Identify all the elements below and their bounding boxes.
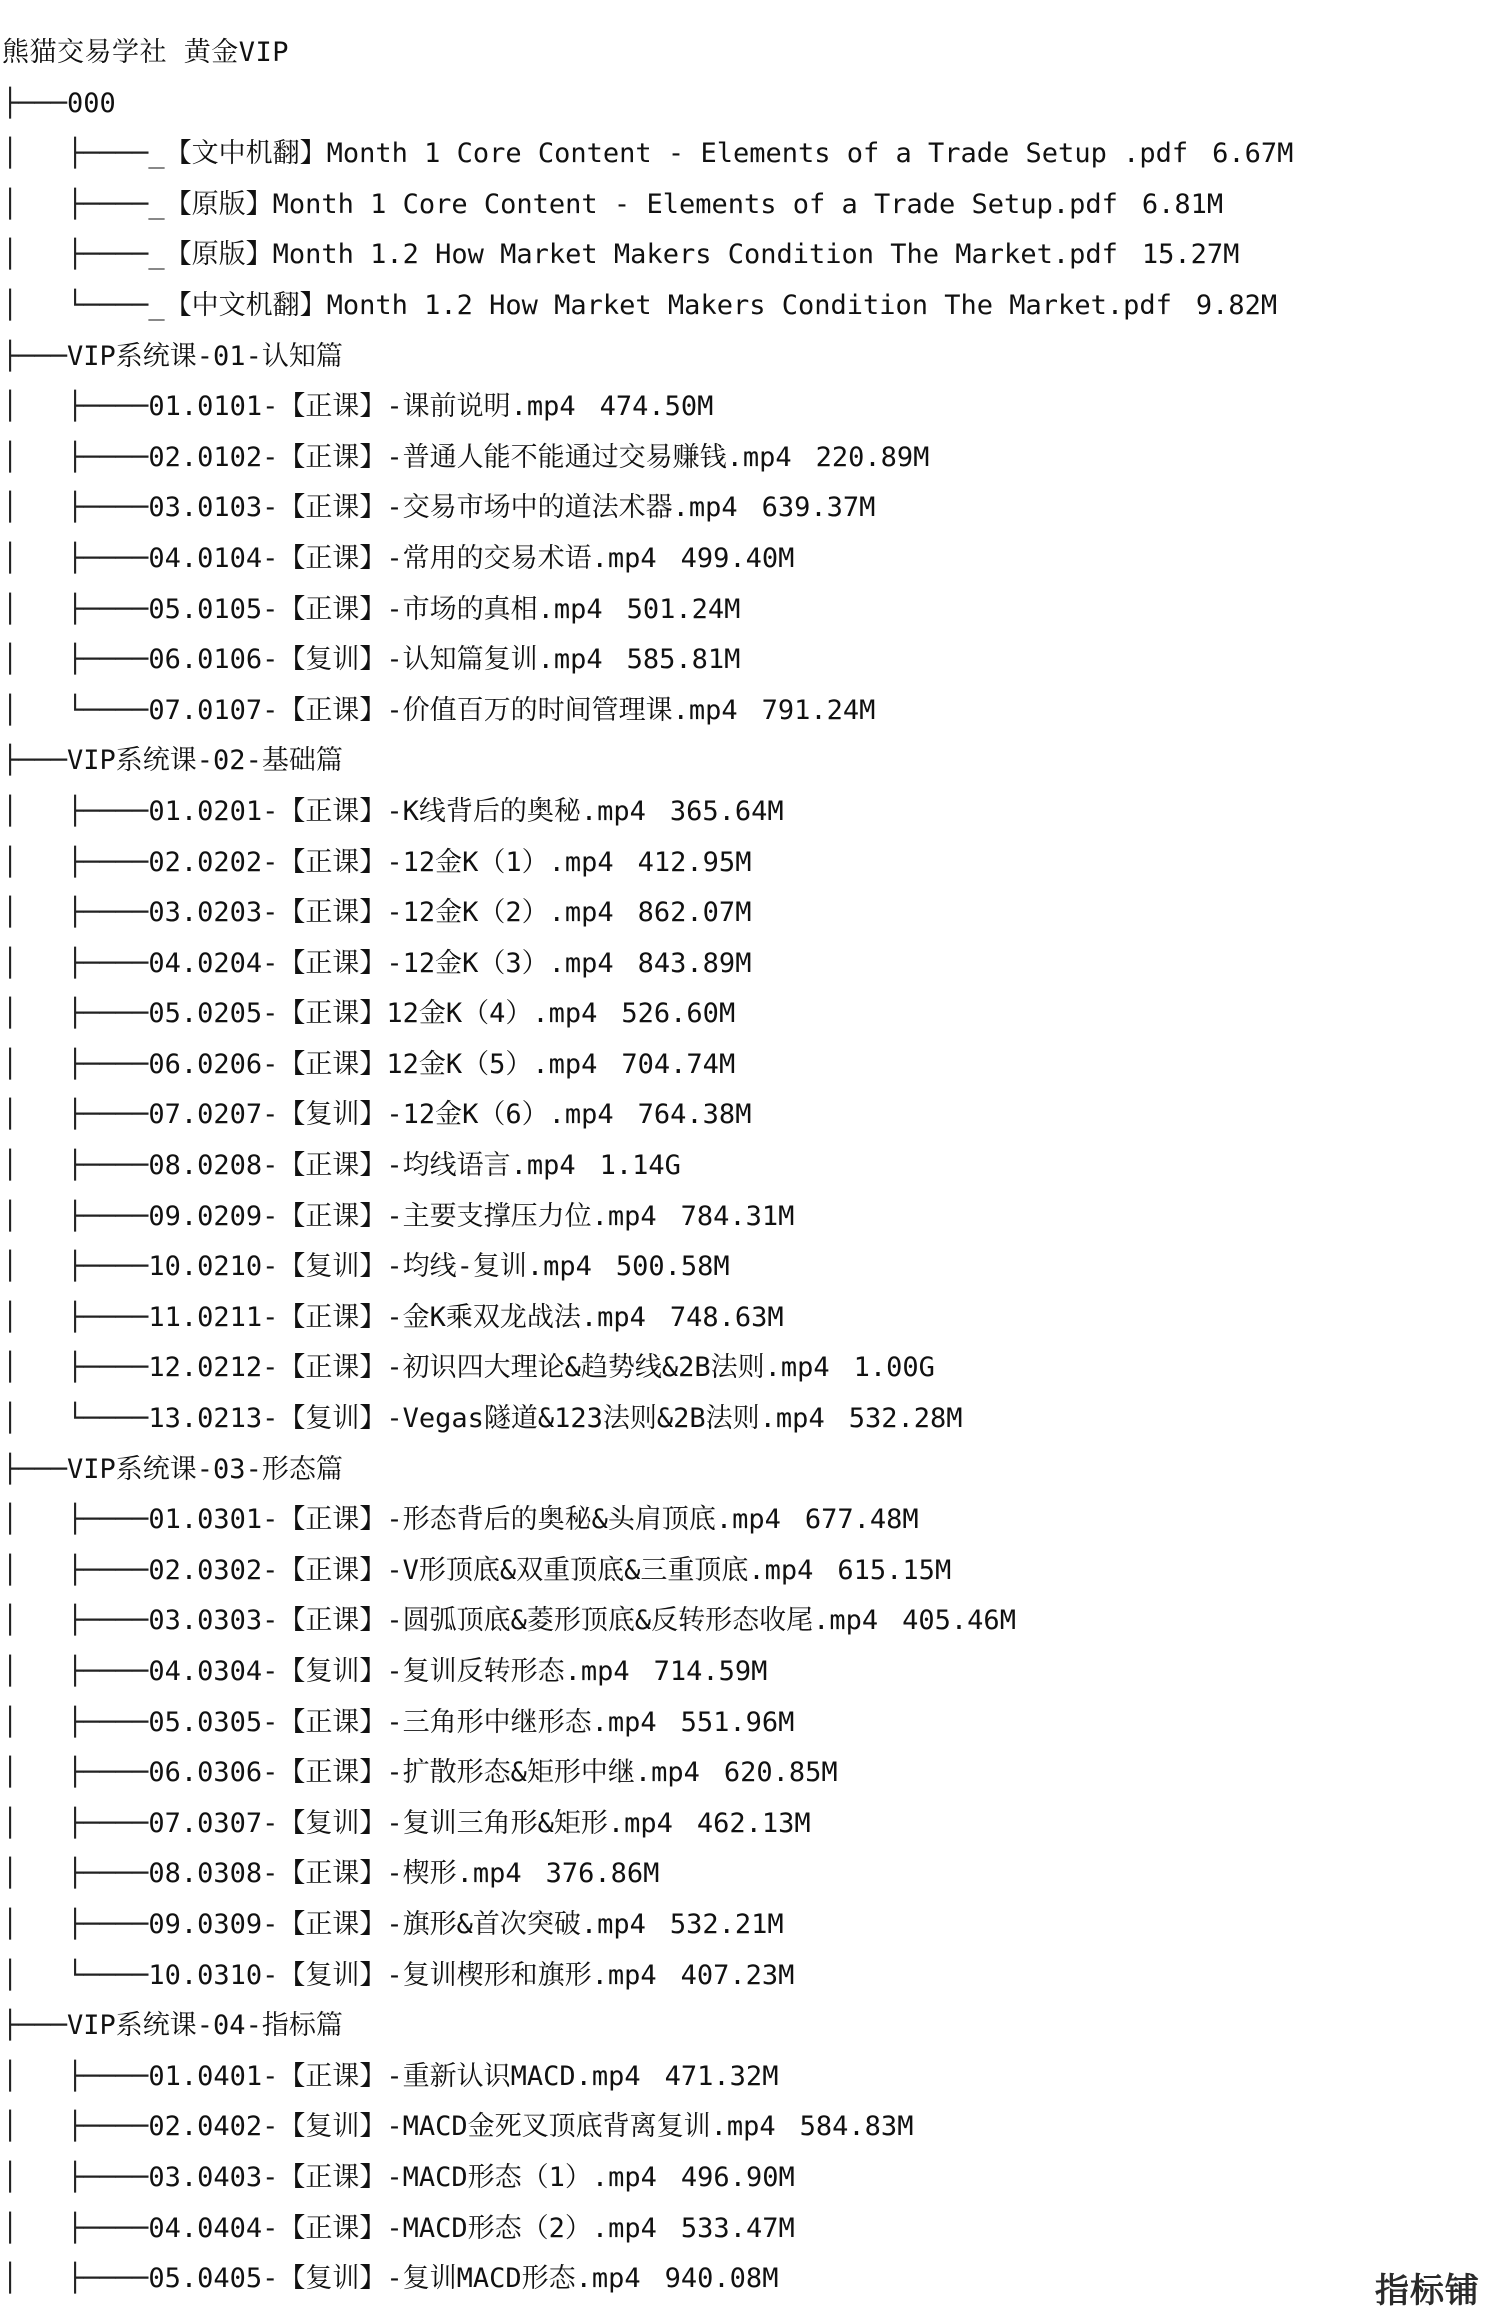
tree-branch: │ ├──── [2, 795, 149, 827]
tree-branch: │ ├──── [2, 1605, 149, 1637]
file-size: 620.85M [723, 1757, 838, 1789]
file-size: 500.58M [615, 1251, 730, 1283]
file-size: 784.31M [680, 1200, 795, 1232]
file-row [2, 1849, 1500, 1900]
file-size: 551.96M [680, 1706, 795, 1738]
file-row [2, 838, 1500, 889]
file-name: _【中文机翻】Month 1.2 How Market Makers Condition The Market.pdf [148, 289, 1172, 321]
tree-branch: │ ├──── [2, 239, 149, 271]
file-size: 471.32M [664, 2060, 779, 2092]
folder-row [2, 79, 1500, 130]
file-size: 615.15M [837, 1554, 952, 1586]
file-size: 526.60M [621, 998, 736, 1030]
file-row [2, 1090, 1500, 1141]
file-size: 862.07M [637, 897, 752, 929]
file-size: 6.81M [1141, 188, 1224, 220]
file-row [2, 1698, 1500, 1749]
file-name: 02.0202-【正课】-12金K（1）.mp4 [148, 846, 614, 878]
file-row [2, 433, 1500, 484]
file-row [2, 635, 1500, 686]
file-name: 07.0107-【正课】-价值百万的时间管理课.mp4 [148, 694, 738, 726]
file-name: 10.0210-【复训】-均线-复训.mp4 [148, 1251, 592, 1283]
file-size: 474.50M [599, 391, 714, 423]
folder-name: 000 [67, 87, 116, 119]
file-row [2, 888, 1500, 939]
file-size: 501.24M [626, 593, 741, 625]
tree-branch: │ ├──── [2, 2161, 149, 2193]
file-name: _【原版】Month 1 Core Content - Elements of a Trade Setup.pdf [148, 188, 1118, 220]
tree-branch: │ ├──── [2, 391, 149, 423]
file-size: 940.08M [664, 2263, 779, 2295]
file-row [2, 585, 1500, 636]
file-name: 13.0213-【复训】-Vegas隧道&123法则&2B法则.mp4 [148, 1403, 825, 1435]
tree-branch: │ ├──── [2, 1504, 149, 1536]
folder-row [2, 736, 1500, 787]
file-row [2, 1748, 1500, 1799]
tree-branch: ├─── [2, 2010, 68, 2042]
tree-branch: │ ├──── [2, 897, 149, 929]
tree-branch: │ ├──── [2, 1200, 149, 1232]
file-row [2, 1141, 1500, 1192]
tree-branch: │ ├──── [2, 1099, 149, 1131]
file-size: 532.21M [669, 1908, 784, 1940]
file-name: 06.0106-【复训】-认知篇复训.mp4 [148, 644, 603, 676]
file-row [2, 180, 1500, 231]
tree-root [2, 28, 1500, 79]
file-size: 6.67M [1212, 138, 1294, 170]
file-row [2, 1394, 1500, 1445]
tree-branch: │ ├──── [2, 1656, 149, 1687]
tree-branch: │ ├──── [2, 1807, 149, 1839]
tree-branch: │ ├──── [2, 542, 149, 574]
tree-branch: │ ├──── [2, 1757, 149, 1789]
tree-branch: │ ├──── [2, 644, 149, 676]
file-size: 791.24M [761, 694, 876, 726]
file-name: 07.0307-【复训】-复训三角形&矩形.mp4 [148, 1807, 673, 1839]
file-size: 533.47M [680, 2212, 795, 2244]
file-size: 532.28M [848, 1403, 963, 1435]
tree-branch: │ ├──── [2, 998, 149, 1030]
file-name: 10.0310-【复训】-复训楔形和旗形.mp4 [148, 1959, 657, 1991]
file-name: 04.0404-【正课】-MACD形态（2）.mp4 [148, 2212, 657, 2244]
file-row [2, 1040, 1500, 1091]
watermark-logo: 指标铺 [1375, 2271, 1480, 2311]
tree-branch: │ ├──── [2, 1301, 149, 1333]
file-row [2, 534, 1500, 585]
file-row [2, 1242, 1500, 1293]
tree-branch: ├─── [2, 745, 68, 777]
file-row [2, 1293, 1500, 1344]
tree-branch: │ ├──── [2, 441, 149, 473]
file-name: 03.0303-【正课】-圆弧顶底&菱形顶底&反转形态收尾.mp4 [148, 1605, 879, 1637]
file-size: 407.23M [680, 1959, 795, 1991]
file-name: 08.0308-【正课】-楔形.mp4 [148, 1858, 522, 1890]
file-row [2, 2052, 1500, 2103]
file-name: 09.0309-【正课】-旗形&首次突破.mp4 [148, 1908, 646, 1940]
tree-branch: │ ├──── [2, 593, 149, 625]
file-name: 05.0305-【正课】-三角形中继形态.mp4 [148, 1706, 657, 1738]
file-row [2, 1647, 1500, 1698]
tree-branch: │ ├──── [2, 1908, 149, 1940]
file-size: 585.81M [626, 644, 741, 676]
file-name: 05.0105-【正课】-市场的真相.mp4 [148, 593, 603, 625]
file-row [2, 787, 1500, 838]
file-row [2, 2153, 1500, 2204]
tree-branch: │ ├──── [2, 1048, 149, 1080]
file-name: _【文中机翻】Month 1 Core Content - Elements of a Trade Setup .pdf [148, 138, 1189, 170]
file-row [2, 281, 1500, 332]
file-size: 748.63M [669, 1301, 784, 1333]
file-size: 764.38M [637, 1099, 752, 1131]
file-row [2, 989, 1500, 1040]
file-size: 714.59M [653, 1656, 768, 1687]
tree-branch: │ └──── [2, 694, 149, 726]
file-size: 704.74M [621, 1048, 736, 1080]
file-name: 01.0301-【正课】-形态背后的奥秘&头肩顶底.mp4 [148, 1504, 781, 1536]
file-size: 584.83M [799, 2111, 914, 2143]
file-size: 9.82M [1195, 289, 1278, 321]
tree-branch: │ ├──── [2, 2111, 149, 2143]
file-row [2, 483, 1500, 534]
file-name: 08.0208-【正课】-均线语言.mp4 [148, 1150, 576, 1182]
file-row [2, 382, 1500, 433]
file-name: 12.0212-【正课】-初识四大理论&趋势线&2B法则.mp4 [148, 1352, 830, 1384]
tree-branch: │ ├──── [2, 1251, 149, 1283]
file-name: 06.0206-【正课】12金K（5）.mp4 [148, 1048, 598, 1080]
tree-branch: │ ├──── [2, 1706, 149, 1738]
file-name: 02.0302-【正课】-V形顶底&双重顶底&三重顶底.mp4 [148, 1554, 814, 1586]
file-name: 02.0102-【正课】-普通人能不能通过交易赚钱.mp4 [148, 441, 792, 473]
folder-name: VIP系统课-03-形态篇 [67, 1453, 343, 1485]
file-name: 06.0306-【正课】-扩散形态&矩形中继.mp4 [148, 1757, 700, 1789]
tree-branch: │ ├──── [2, 846, 149, 878]
file-row [2, 1192, 1500, 1243]
tree-branch: │ └──── [2, 1959, 149, 1991]
file-row [2, 129, 1500, 180]
file-size: 462.13M [696, 1807, 811, 1839]
file-size: 405.46M [902, 1605, 1016, 1637]
file-size: 365.64M [669, 795, 784, 827]
folder-row [2, 332, 1500, 383]
file-row [2, 2102, 1500, 2153]
tree-branch: ├─── [2, 87, 68, 119]
file-size: 1.14G [599, 1150, 681, 1182]
file-row [2, 686, 1500, 737]
tree-branch: │ ├──── [2, 138, 149, 170]
folder-name: VIP系统课-02-基础篇 [67, 745, 343, 777]
folder-row [2, 2001, 1500, 2052]
file-name: 01.0101-【正课】-课前说明.mp4 [148, 391, 576, 423]
file-row [2, 2254, 1500, 2305]
file-name: 03.0203-【正课】-12金K（2）.mp4 [148, 897, 614, 929]
file-name: 04.0304-【复训】-复训反转形态.mp4 [148, 1656, 630, 1687]
file-row [2, 1495, 1500, 1546]
file-size: 677.48M [804, 1504, 919, 1536]
file-row [2, 1799, 1500, 1850]
tree-branch: │ └──── [2, 1403, 149, 1435]
tree-branch: │ ├──── [2, 1352, 149, 1384]
file-size: 1.00G [853, 1352, 935, 1384]
tree-branch: │ ├──── [2, 2263, 149, 2295]
file-row [2, 1951, 1500, 2002]
tree-branch: │ ├──── [2, 188, 149, 220]
file-size: 843.89M [637, 947, 752, 979]
file-row [2, 1343, 1500, 1394]
file-name: _【原版】Month 1.2 How Market Makers Condition The Market.pdf [148, 239, 1118, 271]
file-name: 05.0405-【复训】-复训MACD形态.mp4 [148, 2263, 641, 2295]
file-size: 15.27M [1141, 239, 1240, 271]
file-tree [2, 28, 1500, 2305]
tree-branch: │ └──── [2, 289, 149, 321]
file-name: 01.0201-【正课】-K线背后的奥秘.mp4 [148, 795, 646, 827]
tree-branch: │ ├──── [2, 492, 149, 524]
tree-branch: │ ├──── [2, 2060, 149, 2092]
file-row [2, 1596, 1500, 1647]
folder-name: 熊猫交易学社 黄金VIP [2, 37, 290, 68]
file-name: 11.0211-【正课】-金K乘双龙战法.mp4 [148, 1301, 646, 1333]
file-size: 376.86M [545, 1858, 660, 1890]
file-name: 03.0403-【正课】-MACD形态（1）.mp4 [148, 2161, 657, 2193]
file-row [2, 2204, 1500, 2255]
file-name: 01.0401-【正课】-重新认识MACD.mp4 [148, 2060, 641, 2092]
file-row [2, 230, 1500, 281]
file-size: 499.40M [680, 542, 795, 574]
file-name: 03.0103-【正课】-交易市场中的道法术器.mp4 [148, 492, 738, 524]
folder-name: VIP系统课-04-指标篇 [67, 2010, 343, 2042]
tree-branch: ├─── [2, 340, 68, 372]
tree-branch: │ ├──── [2, 2212, 149, 2244]
tree-branch: │ ├──── [2, 1554, 149, 1586]
file-size: 412.95M [637, 846, 752, 878]
tree-branch: │ ├──── [2, 947, 149, 979]
file-name: 07.0207-【复训】-12金K（6）.mp4 [148, 1099, 614, 1131]
tree-branch: │ ├──── [2, 1150, 149, 1182]
folder-name: VIP系统课-01-认知篇 [67, 340, 343, 372]
file-size: 496.90M [680, 2161, 795, 2193]
file-size: 639.37M [761, 492, 876, 524]
file-row [2, 1900, 1500, 1951]
file-name: 09.0209-【正课】-主要支撑压力位.mp4 [148, 1200, 657, 1232]
tree-branch: │ ├──── [2, 1858, 149, 1890]
file-row [2, 1546, 1500, 1597]
file-name: 05.0205-【正课】12金K（4）.mp4 [148, 998, 598, 1030]
file-row [2, 939, 1500, 990]
file-name: 04.0104-【正课】-常用的交易术语.mp4 [148, 542, 657, 574]
file-name: 04.0204-【正课】-12金K（3）.mp4 [148, 947, 614, 979]
folder-row [2, 1445, 1500, 1496]
file-name: 02.0402-【复训】-MACD金死叉顶底背离复训.mp4 [148, 2111, 776, 2143]
tree-branch: ├─── [2, 1453, 68, 1485]
file-size: 220.89M [815, 441, 930, 473]
